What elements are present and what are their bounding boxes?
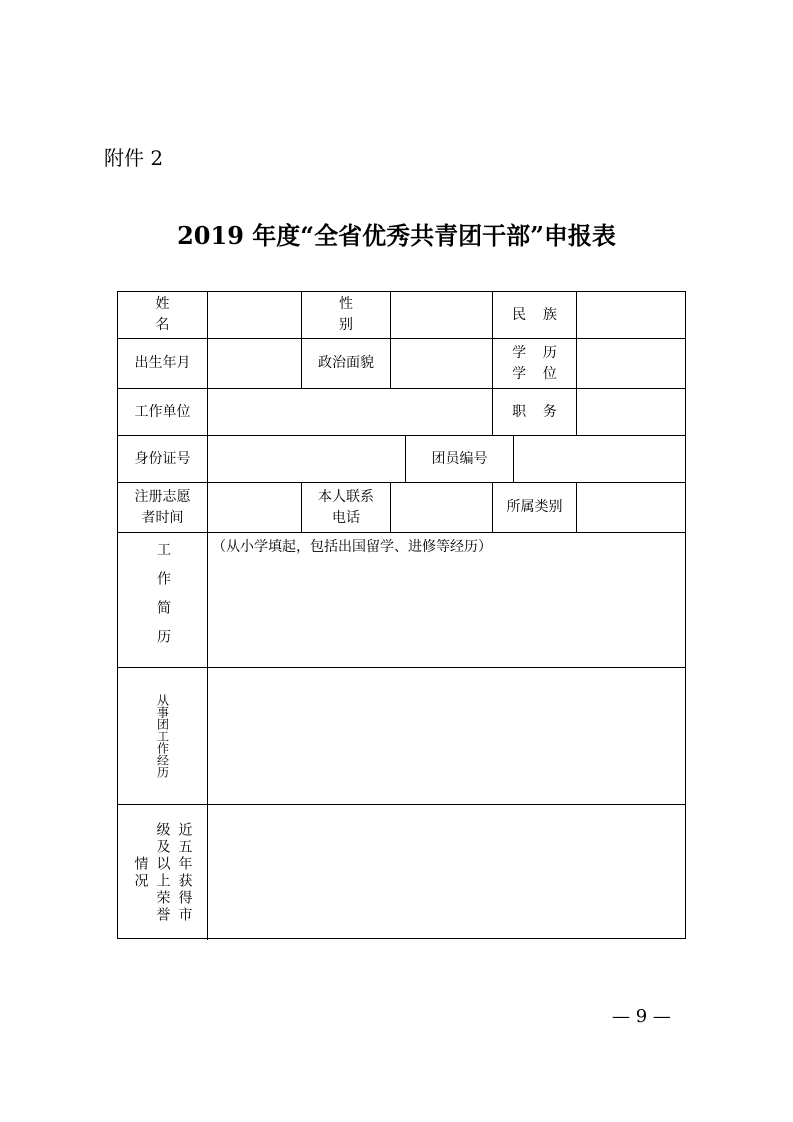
league-work-field[interactable] xyxy=(208,668,687,804)
league-work-label: 从事团工作经历 xyxy=(155,694,170,778)
workplace-label: 工作单位 xyxy=(134,403,191,420)
honors-field[interactable] xyxy=(208,805,687,940)
education-label: 学历 学位 xyxy=(512,344,574,382)
political-label: 政治面貌 xyxy=(318,355,374,371)
phone-label: 本人联系 电话 xyxy=(318,488,374,526)
phone-field[interactable] xyxy=(391,483,492,532)
member-id-label: 团员编号 xyxy=(431,450,488,467)
volunteer-time-label: 注册志愿 者时间 xyxy=(134,488,191,526)
gender-field[interactable] xyxy=(391,292,492,338)
ethnicity-label: 民族 xyxy=(512,306,574,323)
form-title: 2019 年度“全省优秀共青团干部”申报表 xyxy=(177,221,616,250)
gender-label: 性别 xyxy=(338,296,379,333)
position-field[interactable] xyxy=(577,389,687,435)
name-field[interactable] xyxy=(208,292,301,338)
workplace-field[interactable] xyxy=(208,389,492,435)
political-field[interactable] xyxy=(391,339,492,388)
id-number-label: 身份证号 xyxy=(134,450,191,467)
name-label: 姓名 xyxy=(155,296,201,333)
birth-label: 出生年月 xyxy=(134,355,191,371)
position-label: 职务 xyxy=(512,403,574,420)
birth-field[interactable] xyxy=(208,339,301,388)
id-number-field[interactable] xyxy=(208,436,405,482)
resume-label: 工作简历 xyxy=(155,542,171,658)
honors-label: 近五年获得市级及以上荣誉情况 xyxy=(132,821,193,924)
resume-hint: （从小学填起，包括出国留学、进修等经历） xyxy=(212,539,492,555)
category-field[interactable] xyxy=(577,483,687,532)
application-form-table xyxy=(117,291,686,939)
category-label: 所属类别 xyxy=(506,499,563,515)
ethnicity-field[interactable] xyxy=(577,292,687,338)
volunteer-time-field[interactable] xyxy=(208,483,301,532)
member-id-field[interactable] xyxy=(514,436,687,482)
education-field[interactable] xyxy=(577,339,687,388)
attachment-label: 附件 2 xyxy=(104,146,164,170)
page-number: — 9 — xyxy=(612,1006,671,1027)
